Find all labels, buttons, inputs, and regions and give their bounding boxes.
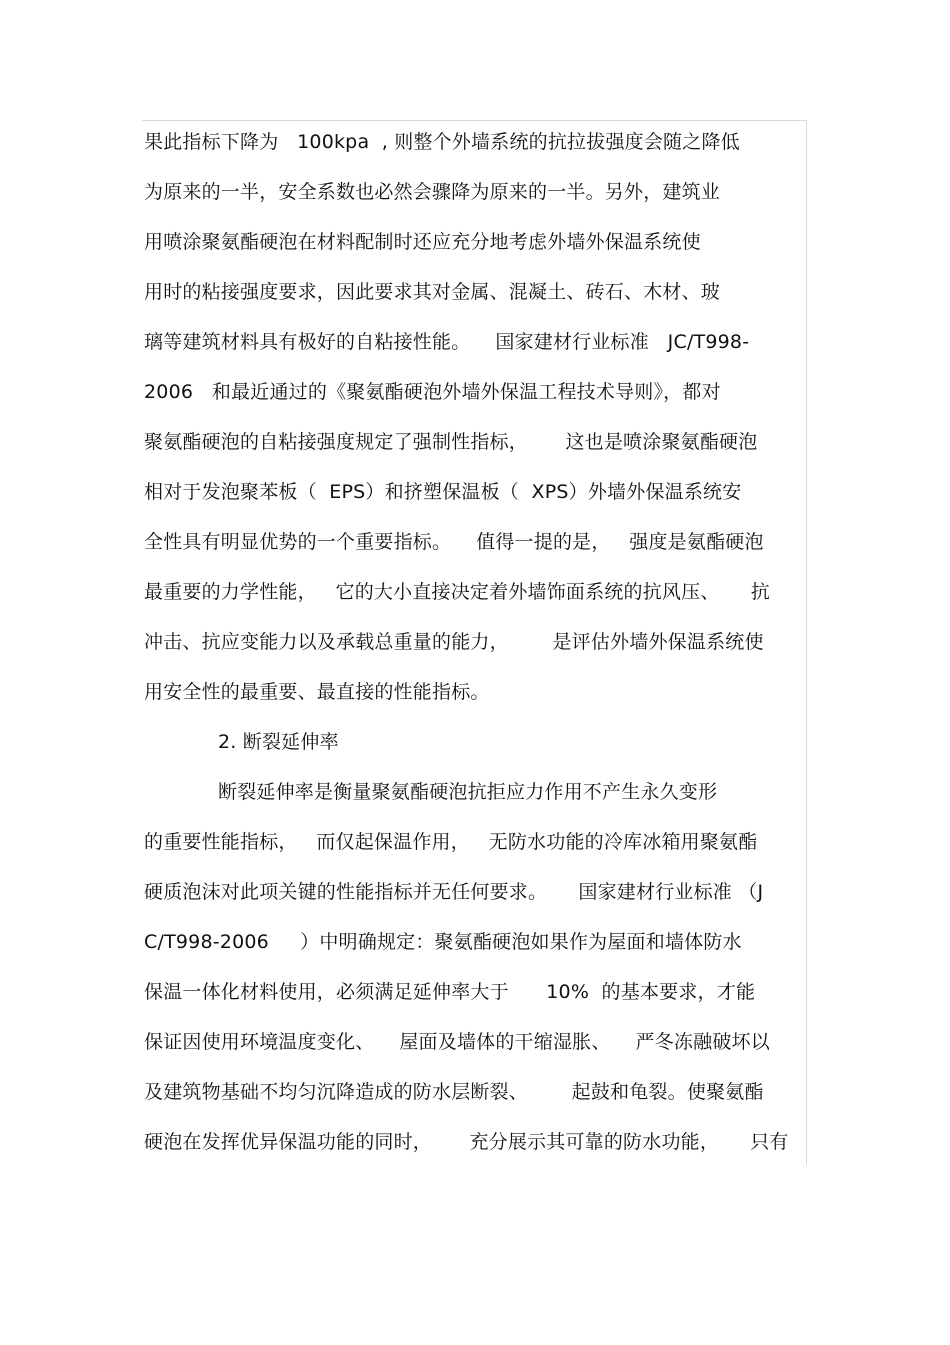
body-line-14: 的重要性能指标， 而仅起保温作用， 无防水功能的冷库冰箱用聚氨酯 [144, 831, 758, 853]
body-line-11: 冲击、抗应变能力以及承载总重量的能力， 是评估外墙外保温系统使 [144, 631, 764, 653]
section-heading: 2. 断裂延伸率 [218, 731, 339, 753]
body-line-13: 断裂延伸率是衡量聚氨酯硬泡抗拒应力作用不产生永久变形 [218, 781, 718, 803]
body-line-20: 硬泡在发挥优异保温功能的同时， 充分展示其可靠的防水功能， 只有 [144, 1131, 789, 1153]
body-line-16: C/T998-2006 ）中明确规定：聚氨酯硬泡如果作为屋面和墙体防水 [144, 931, 742, 953]
body-line-10: 最重要的力学性能， 它的大小直接决定着外墙饰面系统的抗风压、 抗 [144, 581, 770, 603]
body-line-15: 硬质泡沫对此项关键的性能指标并无任何要求。 国家建材行业标准 （J [144, 881, 764, 903]
body-line-9: 全性具有明显优势的一个重要指标。 值得一提的是， 强度是氨酯硬泡 [144, 531, 764, 553]
body-line-7: 聚氨酯硬泡的自粘接强度规定了强制性指标， 这也是喷涂聚氨酯硬泡 [144, 431, 758, 453]
body-line-19: 及建筑物基础不均匀沉降造成的防水层断裂、 起鼓和龟裂。使聚氨酯 [144, 1081, 764, 1103]
body-line-8: 相对于发泡聚苯板（ EPS）和挤塑保温板（ XPS）外墙外保温系统安 [144, 481, 742, 503]
body-line-4: 用时的粘接强度要求，因此要求其对金属、混凝土、砖石、木材、玻 [144, 281, 721, 303]
body-line-18: 保证因使用环境温度变化、 屋面及墙体的干缩湿胀、 严冬冻融破坏以 [144, 1031, 770, 1053]
body-line-3: 用喷涂聚氨酯硬泡在材料配制时还应充分地考虑外墙外保温系统使 [144, 231, 701, 253]
body-line-5: 璃等建筑材料具有极好的自粘接性能。 国家建材行业标准 JC/T998- [144, 331, 750, 353]
body-line-17: 保温一体化材料使用，必须满足延伸率大于 10% 的基本要求，才能 [144, 981, 756, 1003]
body-line-6: 2006 和最近通过的《聚氨酯硬泡外墙外保温工程技术导则》，都对 [144, 381, 721, 403]
body-line-12: 用安全性的最重要、最直接的性能指标。 [144, 681, 490, 703]
body-line-2: 为原来的一半，安全系数也必然会骤降为原来的一半。另外，建筑业 [144, 181, 721, 203]
body-line-1: 果此指标下降为 100kpa , 则整个外墙系统的抗拉拔强度会随之降低 [144, 131, 740, 153]
